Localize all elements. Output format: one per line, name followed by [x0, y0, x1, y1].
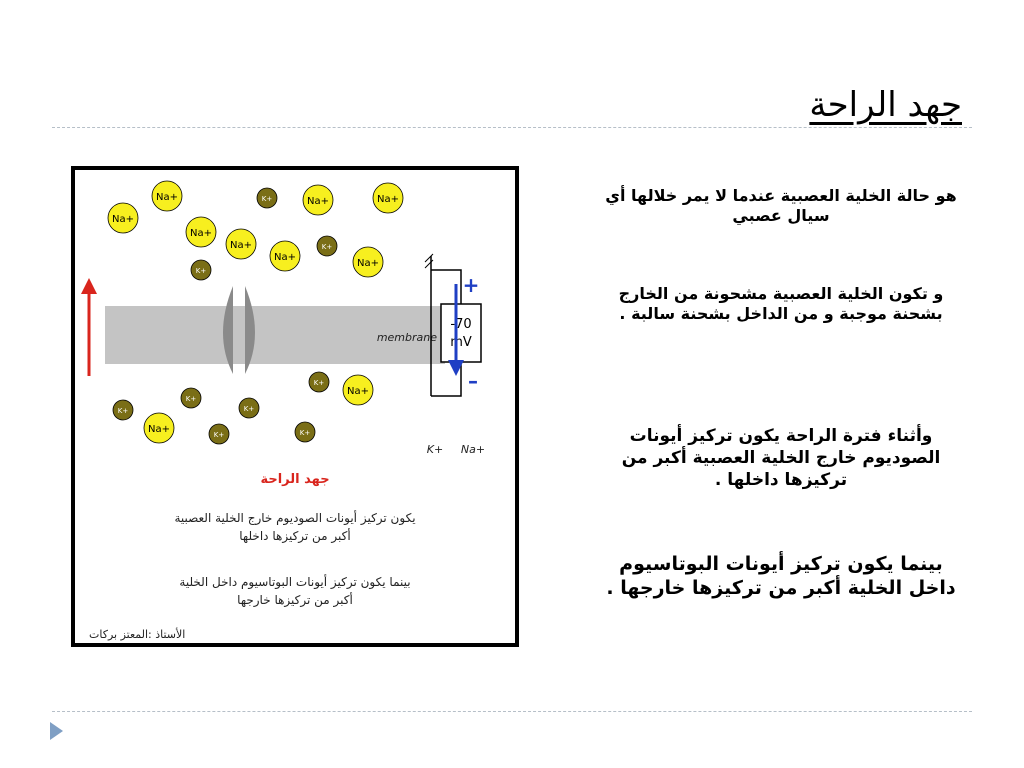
sodium-ion-label: Na+: [377, 194, 399, 205]
sodium-ion-label: Na+: [112, 214, 134, 225]
potassium-ion-label: K+: [213, 431, 225, 439]
potassium-ion-label: K+: [185, 395, 197, 403]
membrane-diagram: [75, 170, 515, 643]
minus-sign: –: [468, 369, 478, 393]
figure-author: الأستاذ :المعتز بركات: [89, 628, 186, 641]
potassium-ion-label: K+: [261, 195, 273, 203]
figure-caption-line: بينما يكون تركيز أيونات البوتاسيوم داخل الخلية: [179, 575, 411, 589]
potassium-ion-label: K+: [117, 407, 129, 415]
next-slide-arrow-icon[interactable]: [50, 722, 63, 740]
potassium-ion-label: K+: [195, 267, 207, 275]
voltmeter-value: -70: [450, 317, 472, 332]
legend-na: Na+: [460, 443, 486, 456]
potassium-ion-label: K+: [299, 429, 311, 437]
figure-caption-line: أكبر من تركيزها داخلها: [239, 529, 351, 543]
paragraph-potassium: بينما يكون تركيز أيونات البوتاسيوم داخل الخلية أكبر من تركيزها خارجها .: [606, 553, 956, 599]
paragraph-charge: و تكون الخلية العصبية مشحونة من الخارج بشحنة موجبة و من الداخل بشحنة سالبة .: [618, 284, 944, 323]
potassium-ion-label: K+: [313, 379, 325, 387]
footer-divider: [52, 711, 972, 712]
figure-caption-line: يكون تركيز أيونات الصوديوم خارج الخلية العصبية: [174, 511, 416, 525]
plus-sign: +: [462, 273, 480, 297]
membrane-label: membrane: [376, 331, 437, 344]
sodium-ion-label: Na+: [347, 386, 369, 397]
voltmeter-unit: mV: [450, 335, 472, 350]
potassium-ion-label: K+: [243, 405, 255, 413]
legend-k: K+: [426, 443, 444, 456]
figure-caption-line: أكبر من تركيزها خارجها: [237, 593, 353, 607]
sodium-ion-label: Na+: [274, 252, 296, 263]
sodium-ion-label: Na+: [230, 240, 252, 251]
paragraph-definition: هو حالة الخلية العصبية عندما لا يمر خلالها أي سيال عصبي: [605, 186, 957, 225]
title-divider: [52, 127, 972, 128]
sodium-ion-label: Na+: [190, 228, 212, 239]
sodium-ion-label: Na+: [156, 192, 178, 203]
potassium-ion-label: K+: [321, 243, 333, 251]
sodium-ion-label: Na+: [148, 424, 170, 435]
paragraph-sodium: وأثناء فترة الراحة يكون تركيز أيونات الصوديوم خارج الخلية العصبية أكبر من تركيزها داخلها .: [621, 426, 941, 490]
sodium-ion-label: Na+: [357, 258, 379, 269]
sodium-ion-label: Na+: [307, 196, 329, 207]
figure-caption-title: جهد الراحة: [260, 472, 330, 487]
slide-title: جهد الراحة: [809, 84, 962, 125]
resting-potential-figure: [71, 166, 519, 647]
voltmeter-box: [441, 304, 481, 362]
up-arrow-head: [81, 278, 97, 294]
